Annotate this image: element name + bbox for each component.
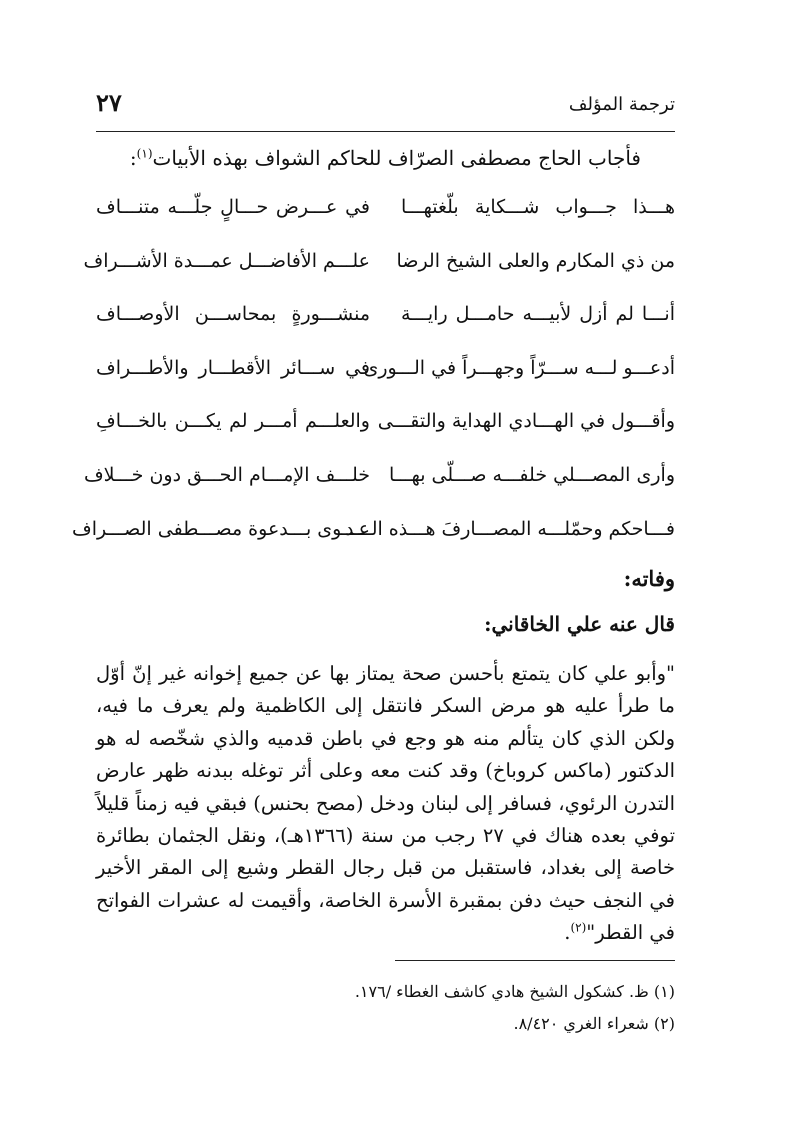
verse-first-hemistich: وأقـــول في الهـــادي الهداية والتقـــى [377,410,675,433]
verse-second-hemistich: في عـــرض حـــالٍ جلّـــه متنـــاف [96,196,370,218]
verse [83,244,675,298]
intro-suffix: : [129,146,137,170]
verse-second-hemistich: خلـــف الإمـــام الحـــق دون خـــلاف [83,463,370,486]
verse-first-hemistich: وأرى المصـــلي خلفـــه صـــلّى بهـــا [388,463,675,486]
body-text: "وأبو علي كان يتمتع بأحسن صحة يمتاز بها عن جميع إخوانه غير إنّ أوّل ما طرأ عليه هو مرض السكر فانتقل إلى الكاظمية ولم يعرف ما فيه، ولكن الذي كان يتألم منه هو وجع في باطن قدميه والذي شخّصه له هو الدكتور (ماكس كروباخ) وقد كنت معه وعلى أثر توغله ببدنه ظهر عارض التدرن الرئوي، فسافر إلى لبنان ودخل (مصح بحنس) فبقي فيه زمناً قليلاً توفي بعده هناك في ٢٧ رجب من سنة (١٣٦٦هـ)، ونقل الجثمان بطائرة خاصة إلى بغداد، فاستقبل من قبل رجال القطر وشيع إلى المقر الأخير في النجف حيث دفن بمقبرة الأسرة الخاصة، وأقيمت له عشرات الفواتح في القطر" [96,662,675,945]
verse-second-hemistich: منشـــورةٍ بمحاســـن الأوصـــاف [96,303,370,326]
verse [96,351,675,405]
verse-first-hemistich: أدعـــو لـــه ســـرّاً وجهـــراً في الـــورى [363,356,675,379]
verse [96,404,675,458]
verse-first-hemistich: أنـــا لم أزل لأبيـــه حامـــل رايـــة [401,303,675,326]
footnotes [96,980,675,1044]
verse-second-hemistich: عـــوى بـــدعوة مصـــطفى الصـــراف [72,517,370,540]
verse-second-hemistich: في ســـائر الأقطـــار والأطـــراف [96,356,370,379]
verse [96,297,675,351]
footnote-rule [395,960,675,961]
verse-second-hemistich: علـــم الأفاضـــل عمـــدة الأشـــراف [83,249,370,272]
footnote-ref-1: (١) [136,146,153,161]
page-number: ٢٧ [96,88,122,117]
footnote: (٢) شعراء الغري ٨/٤٢٠. [513,1014,675,1033]
subsection-title: قال عنه علي الخاقاني: [484,612,675,636]
page-header [96,86,675,126]
section-title: وفاته: [623,566,675,591]
verse-first-hemistich: من ذي المكارم والعلى الشيخ الرضا [396,249,675,272]
verse [96,190,675,244]
verse-first-hemistich: هـــذا جـــواب شـــكاية بلّغتهـــا [401,196,675,218]
header-rule [96,131,675,132]
body-paragraph [96,658,675,950]
poem-intro [130,146,641,170]
verse-first-hemistich: فـــاحكم وحمّلـــه المصـــارفَ هـــذه الـــد [345,517,675,540]
footnote-ref-2: (٢) [570,920,587,935]
verse-second-hemistich: والعلـــم أمـــر لم يكـــن بالخـــافِ [96,410,370,433]
verse [72,512,675,566]
intro-text: فأجاب الحاج مصطفى الصرّاف للحاكم الشواف بهذه الأبيات [152,146,641,170]
poem [72,190,675,565]
body-suffix: . [564,921,571,945]
verse [83,458,675,512]
footnote: (١) ظ. كشكول الشيخ هادي كاشف الغطاء /١٧٦. [354,982,675,1001]
running-title: ترجمة المؤلف [568,94,675,115]
